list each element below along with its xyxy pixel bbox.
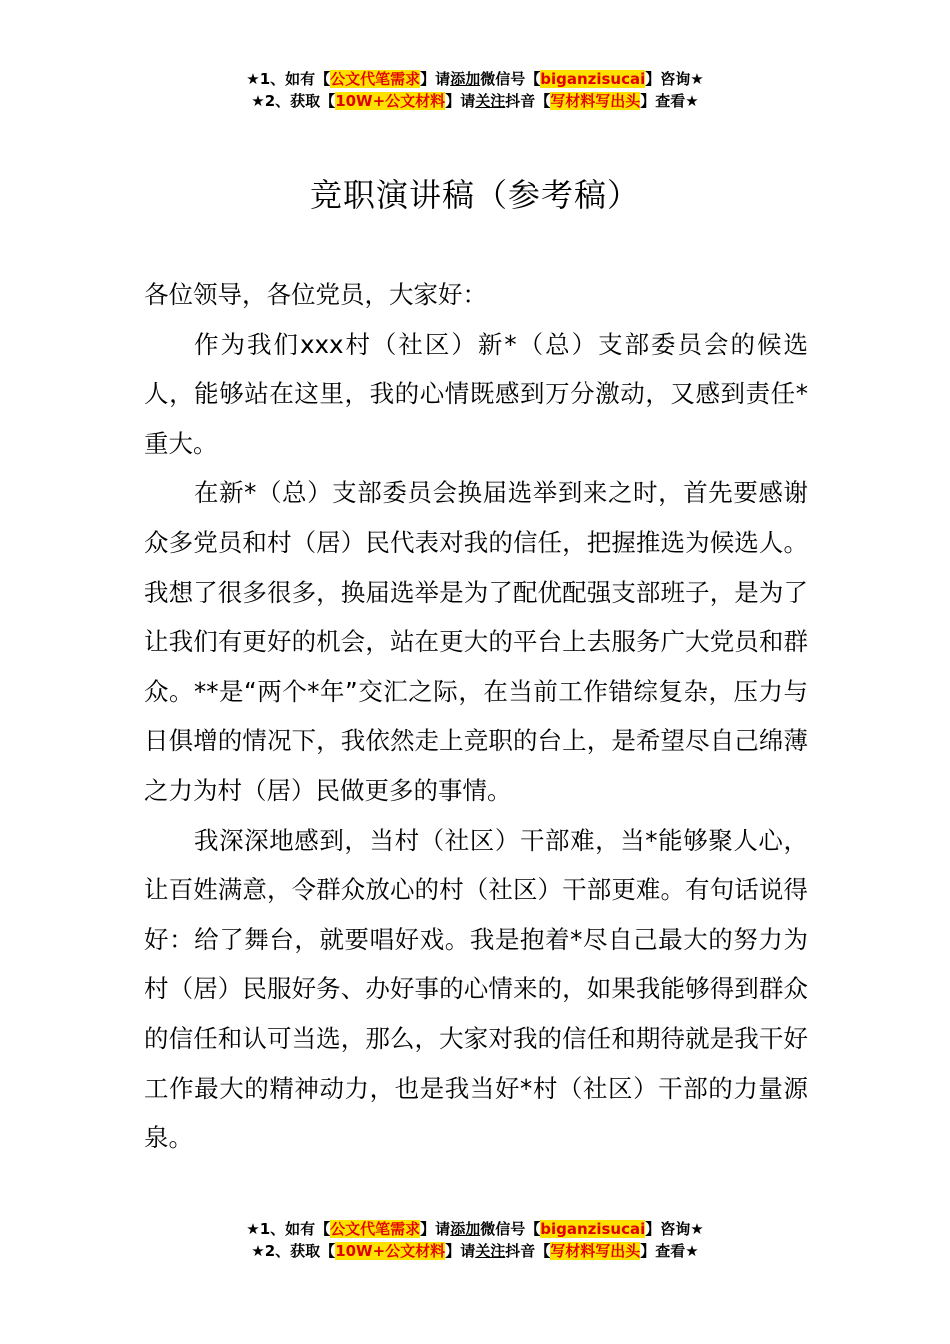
highlight-douyin-account: 写材料写出头	[550, 1242, 641, 1260]
promo-line-2	[0, 90, 950, 112]
promo-text: ★2、获取【	[251, 92, 336, 110]
highlight-materials: 10W+公文材料	[335, 92, 446, 110]
promo-banner-bottom	[0, 1218, 950, 1262]
underline-add: 添加	[450, 70, 481, 88]
salutation: 各位领导，各位党员，大家好：	[144, 280, 487, 309]
promo-text: ★1、如有【	[246, 1220, 331, 1238]
document-title: 竞职演讲稿（参考稿）	[309, 176, 640, 214]
underline-add: 添加	[450, 1220, 481, 1238]
promo-text: 】查看★	[640, 1242, 699, 1260]
document-body	[144, 270, 808, 1163]
promo-line-2	[0, 1240, 950, 1262]
promo-text: 】请	[445, 92, 476, 110]
promo-banner-top	[0, 68, 950, 112]
highlight-wechat-id: biganzisucai	[540, 1220, 646, 1238]
promo-text: 】咨询★	[645, 70, 704, 88]
promo-line-1	[0, 1218, 950, 1240]
promo-line-1	[0, 68, 950, 90]
body-paragraph: 我深深地感到，当村（社区）干部难，当*能够聚人心，让百姓满意，令群众放心的村（社区）干部更难。有句话说得好：给了舞台，就要唱好戏。我是抱着*尽自己最大的努力为村（居）民服好务、办好事的心情来的，如果我能够得到群众的信任和认可当选，那么，大家对我的信任和期待就是我干好工作最大的精神动力，也是我当好*村（社区）干部的力量源泉。	[144, 825, 808, 1153]
promo-text: 】查看★	[640, 92, 699, 110]
underline-follow: 关注	[475, 1242, 506, 1260]
promo-text: 】请	[420, 70, 451, 88]
body-paragraph: 在新*（总）支部委员会换届选举到来之时，首先要感谢众多党员和村（居）民代表对我的信任，把握推选为候选人。我想了很多很多，换届选举是为了配优配强支部班子，是为了让我们有更好的机会，站在更大的平台上去服务广大党员和群众。**是“两个*年”交汇之际，在当前工作错综复杂，压力与日俱增的情况下，我依然走上竞职的台上，是希望尽自己绵薄之力为村（居）民做更多的事情。	[144, 478, 808, 805]
promo-text: 】咨询★	[645, 1220, 704, 1238]
promo-text: 】请	[445, 1242, 476, 1260]
promo-text: ★1、如有【	[246, 70, 331, 88]
promo-text: 微信号【	[480, 1220, 541, 1238]
body-paragraph: 作为我们xxx村（社区）新*（总）支部委员会的候选人，能够站在这里，我的心情既感到万分激动，又感到责任*重大。	[144, 329, 808, 458]
promo-text: 】请	[420, 1220, 451, 1238]
underline-follow: 关注	[475, 92, 506, 110]
highlight-materials: 10W+公文材料	[335, 1242, 446, 1260]
highlight-wechat-id: biganzisucai	[540, 70, 646, 88]
promo-text: ★2、获取【	[251, 1242, 336, 1260]
highlight-douyin-account: 写材料写出头	[550, 92, 641, 110]
highlight-ghostwriting: 公文代笔需求	[330, 70, 421, 88]
promo-text: 抖音【	[505, 92, 551, 110]
promo-text: 抖音【	[505, 1242, 551, 1260]
highlight-ghostwriting: 公文代笔需求	[330, 1220, 421, 1238]
promo-text: 微信号【	[480, 70, 541, 88]
